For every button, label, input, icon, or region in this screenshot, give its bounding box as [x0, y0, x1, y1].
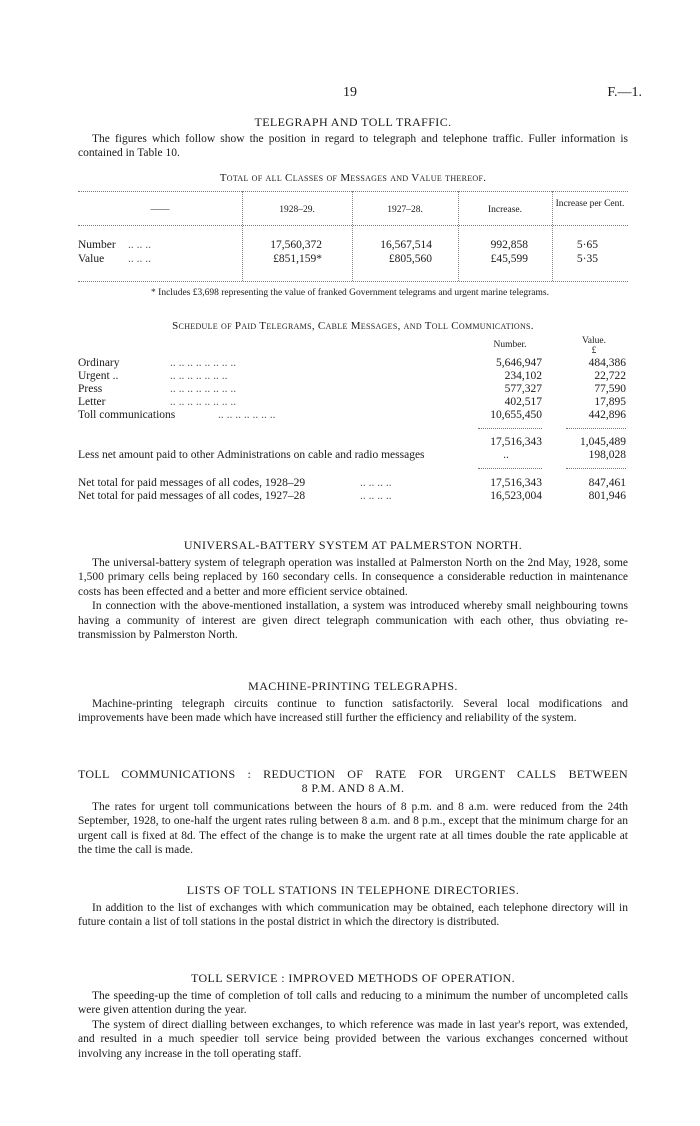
section4-paragraph-1: The rates for urgent toll communications between the hours of 8 p.m. and 8 a.m. were reduced from the 24th September, 1928, to one-half the urgent rates ruling between 8 a.m. and 8 p.m., except that the minimum charge for an urgent call is fixed at 8d. The effect of the change is to make the urgent rate at all times double the rate applicable at the time the call is made.	[78, 801, 628, 857]
section-title-universal-battery: UNIVERSAL-BATTERY SYSTEM AT PALMERSTON NORTH.	[183, 538, 523, 552]
table2-net-number: 17,516,343	[490, 477, 542, 489]
section6-paragraph-1: The speeding-up the time of completion of toll calls and reducing to a minimum the number of uncompleted calls were given attention during the year.	[78, 990, 628, 1017]
document-reference: F.—1.	[607, 85, 642, 100]
table1-cell: £45,599	[490, 253, 528, 265]
table2-header-number: Number.	[493, 340, 527, 350]
table2-row-leaders: .. .. .. .. .. .. .. ..	[170, 396, 237, 408]
section6-paragraph-2: The system of direct dialling between exchanges, to which reference was made in last year's report, was extended, and resulted in a much speedier toll service being provided between the various exchanges concerned without involving any increase in the toll operating staff.	[78, 1018, 628, 1060]
section-title-telegraph-toll-traffic: TELEGRAPH AND TOLL TRAFFIC.	[254, 115, 452, 129]
table2-row-leaders: .. .. .. .. .. .. ..	[170, 370, 228, 382]
table2-row-label: Press	[78, 383, 103, 395]
table2-cell-number: 5,646,947	[496, 357, 542, 369]
section-intro	[78, 132, 628, 161]
section-title-toll-communications: TOLL COMMUNICATIONS : REDUCTION OF RATE FOR URGENT CALLS BETWEEN	[78, 767, 628, 781]
table2-total-rule	[566, 428, 626, 429]
table2-header-value: Value.	[581, 336, 606, 346]
page-number: 19	[343, 85, 357, 100]
table2-total-value: 1,045,489	[580, 436, 626, 448]
table1-header-1927: 1927–28.	[387, 205, 423, 215]
table1-row-leaders: .. .. ..	[128, 253, 151, 265]
table2-cell-value: 77,590	[594, 383, 626, 395]
section5-body	[78, 901, 628, 930]
table1-cell: 16,567,514	[380, 239, 432, 251]
table2-net-label: Net total for paid messages of all codes, 1927–28	[78, 490, 306, 502]
table2-cell-number: 10,655,450	[490, 409, 542, 421]
table2-total-rule	[478, 428, 542, 429]
table2-row-leaders: .. .. .. .. .. .. .. ..	[170, 383, 237, 395]
table2-less-value: 198,028	[588, 449, 626, 461]
table2-cell-value: 484,386	[588, 357, 626, 369]
section5-paragraph-1: In addition to the list of exchanges with which communication may be obtained, each telephone directory will in future contain a list of toll stations in the postal district in which the directory is distributed.	[78, 902, 628, 929]
table1-cell: 5·35	[576, 253, 598, 265]
table1-header-1928: 1928–29.	[279, 205, 315, 215]
table2-net-leaders: .. .. .. ..	[360, 490, 392, 502]
table2-row-label: Letter	[78, 396, 106, 408]
table2-cell-number: 234,102	[504, 370, 542, 382]
table2-header-value-unit: £	[591, 346, 597, 356]
table1-cell: 992,858	[490, 239, 528, 251]
table1-top-rule	[78, 191, 628, 192]
section4-body	[78, 800, 628, 858]
table1-cell: 17,560,372	[270, 239, 322, 251]
table1-header-increase: Increase.	[487, 205, 522, 215]
section-title-toll-service: TOLL SERVICE : IMPROVED METHODS OF OPERATION.	[190, 971, 516, 985]
table2-cell-value: 442,896	[588, 409, 626, 421]
section-title-toll-stations-lists: LISTS OF TOLL STATIONS IN TELEPHONE DIRECTORIES.	[186, 883, 520, 897]
table2-net-value: 801,946	[588, 490, 626, 502]
table1-row-label: Value	[78, 253, 105, 265]
table2-row-leaders: .. .. .. .. .. .. ..	[218, 409, 276, 421]
table2-cell-value: 17,895	[594, 396, 626, 408]
intro-paragraph: The figures which follow show the position in regard to telegraph and telephone traffic. Fuller information is contained in Table 10.	[78, 133, 628, 160]
table2-row-leaders: .. .. .. .. .. .. .. ..	[170, 357, 237, 369]
table1-row-leaders: .. .. ..	[128, 239, 151, 251]
section-title-machine-printing: MACHINE-PRINTING TELEGRAPHS.	[248, 679, 458, 693]
section2-paragraph-2: In connection with the above-mentioned installation, a system was introduced whereby small neighbouring towns having a community of interest are given direct telegraph communication with each other, thus obviating re-transmission by Palmerston North.	[78, 600, 628, 641]
table2-cell-number: 402,517	[504, 396, 542, 408]
section-title-toll-communications-line2: 8 P.M. AND 8 A.M.	[301, 781, 405, 795]
table2-less-number: ..	[503, 449, 509, 461]
table2-row-label: Toll communications	[78, 409, 176, 421]
section3-body	[78, 697, 628, 726]
table2-title: Schedule of Paid Telegrams, Cable Messages, and Toll Communications.	[172, 320, 534, 332]
table1-cell: £805,560	[388, 253, 432, 265]
table1-title: Total of all Classes of Messages and Value thereof.	[219, 172, 487, 184]
table2-cell-value: 22,722	[594, 370, 626, 382]
section6-body	[78, 989, 628, 1061]
table2-net-label: Net total for paid messages of all codes, 1928–29	[78, 477, 306, 489]
table1-row-label: Number	[78, 239, 116, 251]
table2-less-label: Less net amount paid to other Administrations on cable and radio messages	[78, 449, 425, 461]
section2-paragraph-1: The universal-battery system of telegraph operation was installed at Palmerston North on the 2nd May, 1928, some 1,500 primary cells being replaced by 160 secondary cells. In consequence a considerable reduction in maintenance costs has been effected and a better and more efficient service obtained.	[78, 557, 628, 598]
table2-cell-number: 577,327	[504, 383, 542, 395]
table2-row-label: Ordinary	[78, 357, 120, 369]
table2-row-label: Urgent ..	[78, 370, 119, 382]
table2-net-rule	[478, 468, 542, 469]
table2-net-leaders: .. .. .. ..	[360, 477, 392, 489]
table2-net-rule	[566, 468, 626, 469]
table1-header-label: ——	[150, 205, 170, 215]
table1-footnote: * Includes £3,698 representing the value of franked Government telegrams and urgent marine telegrams.	[151, 288, 549, 298]
section3-paragraph-1: Machine-printing telegraph circuits continue to function satisfactorily. Several local modifications and improvements have been made which have increased still further the efficiency and reliability of the system.	[78, 698, 628, 725]
table1-header-percent: Increase per Cent.	[555, 199, 625, 209]
table1-cell: 5·65	[576, 239, 598, 251]
table1-bottom-rule	[78, 281, 628, 282]
table1-cell: £851,159*	[273, 253, 322, 265]
section2-body	[78, 556, 628, 642]
table2-net-number: 16,523,004	[490, 490, 542, 502]
table1-header-rule	[78, 225, 628, 226]
table2-net-value: 847,461	[588, 477, 626, 489]
table2-total-number: 17,516,343	[490, 436, 542, 448]
